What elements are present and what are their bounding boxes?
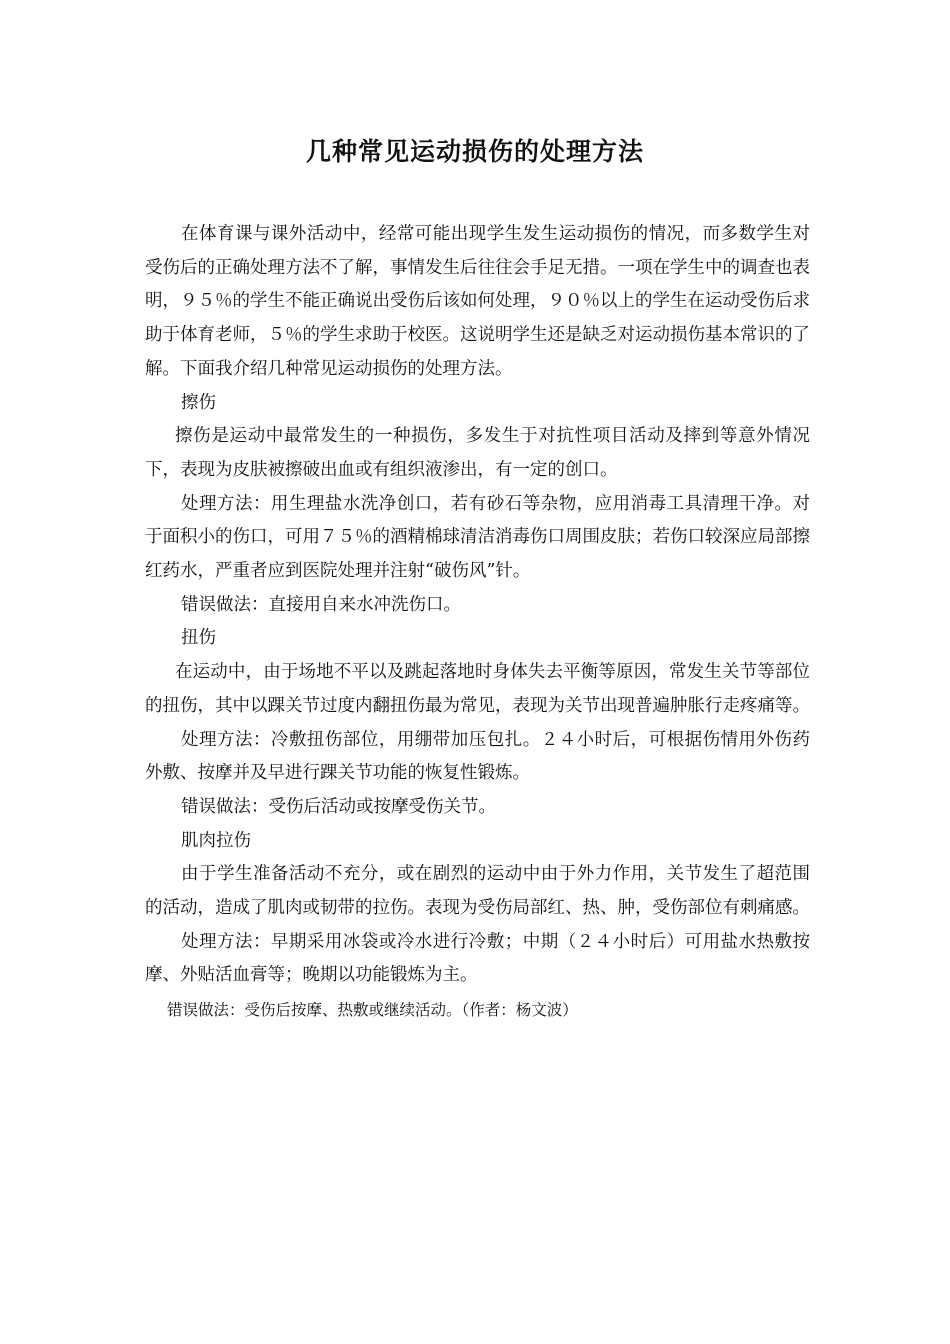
- sprain-description: 在运动中，由于场地不平以及跳起落地时身体失去平衡等原因，常发生关节等部位的扭伤，其中以踝关节过度内翻扭伤最为常见，表现为关节出现普遍肿胀行走疼痛等。: [145, 662, 810, 716]
- section-heading-sprain: 扭伤: [181, 628, 216, 649]
- abrasion-wrong-practice: 错误做法：直接用自来水冲洗伤口。: [181, 594, 461, 615]
- section-heading-abrasion: 擦伤: [181, 392, 216, 413]
- sprain-wrong-practice: 错误做法：受伤后活动或按摩受伤关节。: [181, 796, 496, 817]
- abrasion-treatment: 处理方法：用生理盐水洗净创口，若有砂石等杂物，应用消毒工具清理干净。对于面积小的伤口，可用７５％的酒精棉球清洁消毒伤口周围皮肤；若伤口较深应局部擦红药水，严重者应到医院处理并注射“破伤风”针。: [145, 493, 810, 582]
- intro-paragraph: 在体育课与课外活动中，经常可能出现学生发生运动损伤的情况，而多数学生对受伤后的正确处理方法不了解，事情发生后往往会手足无措。一项在学生中的调查也表明，９５％的学生不能正确说出受伤后该如何处理，９０％以上的学生在运动受伤后求助于体育老师，５％的学生求助于校医。这说明学生还是缺乏对运动损伤基本常识的了解。下面我介绍几种常见运动损伤的处理方法。: [145, 224, 810, 379]
- abrasion-description: 擦伤是运动中最常发生的一种损伤，多发生于对抗性项目活动及摔到等意外情况下，表现为皮肤被擦破出血或有组织液渗出，有一定的创口。: [145, 426, 810, 480]
- muscle-strain-description: 由于学生准备活动不充分，或在剧烈的运动中由于外力作用，关节发生了超范围的活动，造成了肌肉或韧带的拉伤。表现为受伤局部红、热、肿，受伤部位有刺痛感。: [145, 864, 810, 919]
- page-title: 几种常见运动损伤的处理方法: [305, 137, 644, 166]
- sprain-treatment: 处理方法：冷敷扭伤部位，用绷带加压包扎。２４小时后，可根据伤情用外伤药外敷、按摩并及早进行踝关节功能的恢复性锻炼。: [145, 729, 810, 784]
- document-body: [145, 218, 810, 1027]
- muscle-strain-treatment: 处理方法：早期采用冰袋或冷水进行冷敷；中期（２４小时后）可用盐水热敷按摩、外贴活血膏等；晚期以功能锻炼为主。: [145, 931, 810, 986]
- muscle-strain-wrong-practice: 错误做法：受伤后按摩、热敷或继续活动。（作者：杨文波）: [167, 1001, 578, 1020]
- section-heading-muscle-strain: 肌肉拉伤: [181, 830, 251, 851]
